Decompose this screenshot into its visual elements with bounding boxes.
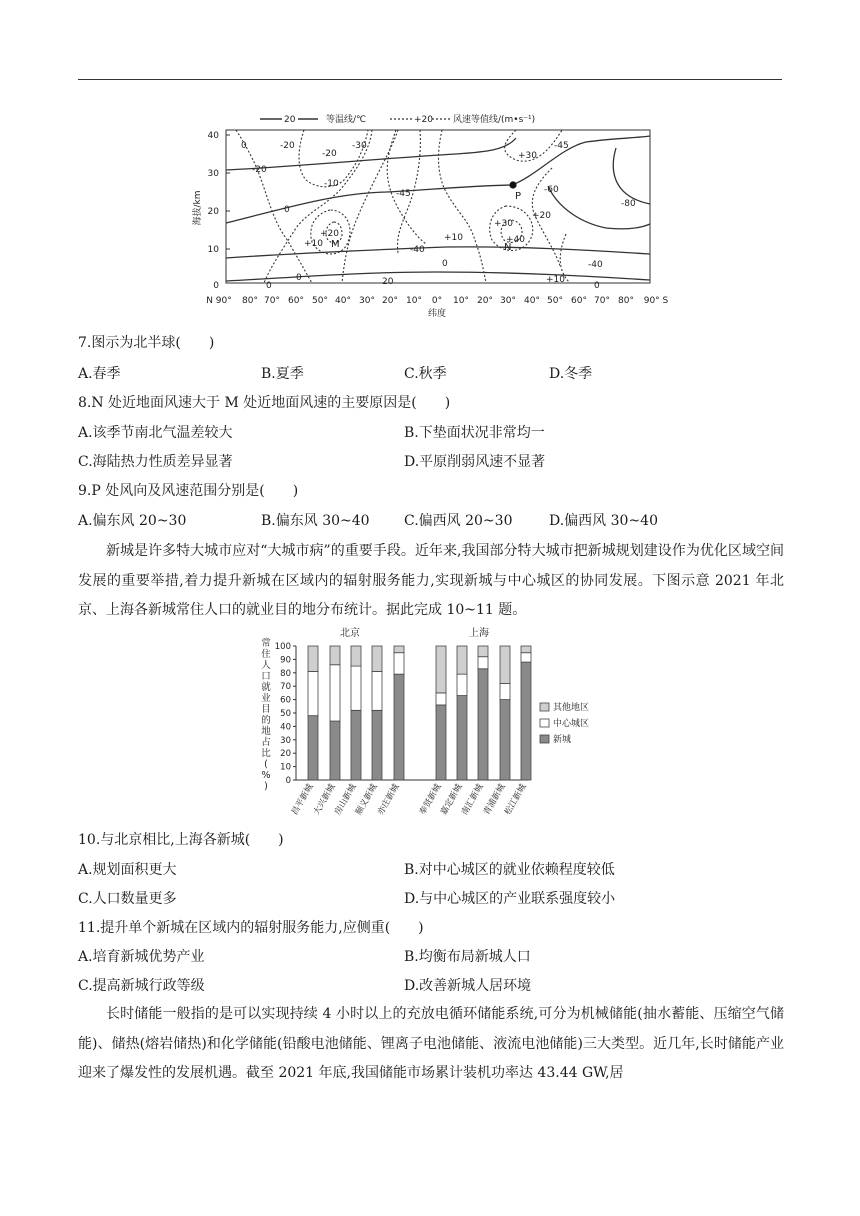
temp-label: -45 [396, 189, 411, 199]
bar-segment [521, 653, 531, 662]
category-label: 南汇新城 [459, 782, 486, 817]
legend-wind-sample: +20 [414, 115, 433, 125]
bar-segment [478, 657, 488, 669]
wind-label: 0 [284, 205, 290, 215]
q11-option-b: B.均衡布局新城人口 [404, 949, 531, 965]
legend-isotherm-sample: 20 [284, 115, 296, 125]
q8-option-c: C.海陆热力性质差异显著 [78, 454, 233, 470]
wind-label: -30 [352, 141, 367, 151]
q9-stem: 9.P 处风向及风速范围分别是( ) [78, 483, 299, 499]
legend-wind-label: 风速等值线/(m•s⁻¹) [453, 115, 536, 125]
q7-option-d: D.冬季 [549, 366, 593, 382]
ytick: 40 [207, 131, 219, 141]
bar-segment [394, 653, 404, 674]
bar-segment [436, 705, 446, 780]
y-tick-label: 20 [280, 749, 291, 760]
q8-stem: 8.N 处近地面风速大于 M 处近地面风速的主要原因是( ) [78, 395, 451, 411]
ytick: 20 [207, 207, 219, 217]
category-label: 松江新城 [502, 782, 529, 817]
header-rule [78, 79, 782, 80]
xtick: 60° [571, 296, 587, 306]
q11-option-c: C.提高新城行政等级 [78, 978, 205, 994]
temp-label: -60 [544, 185, 559, 195]
q10-option-b: B.对中心城区的就业依赖程度较低 [404, 862, 615, 878]
legend-label: 中心城区 [553, 719, 590, 729]
passage-energy-storage: 长时储能一般指的是可以实现持续 4 小时以上的充放电循环储能系统,可分为机械储能(抽水蓄能、压缩空气储能)、储热(熔岩储热)和化学储能(铅酸电池储能、锂离子电池储能、液流电池储能)三大类型。近几年,长时储能产业迎来了爆发性的发展机遇。截至 2021 年底,我国储能市场累计装机功率达 43.44 GW,居 [78, 1006, 784, 1081]
wind-label: -20 [322, 149, 337, 159]
temp-label: -40 [410, 245, 425, 255]
bar-segment [372, 710, 382, 780]
xtick: 20° [382, 296, 398, 306]
category-label: 顺义新城 [353, 782, 380, 817]
temp-label: 20 [382, 277, 394, 287]
xtick: 40° [335, 296, 351, 306]
wind-label: 0 [594, 281, 600, 291]
bar-segment [500, 700, 510, 780]
y-tick-label: 40 [280, 722, 291, 733]
bar-segment [457, 646, 467, 674]
q11-stem: 11.提升单个新城在区域内的辐射服务能力,应侧重( ) [78, 920, 424, 936]
q7-option-a: A.春季 [78, 366, 121, 382]
xtick: 30° [500, 296, 516, 306]
bar-segment [436, 646, 446, 693]
xtick: 20° [477, 296, 493, 306]
bar-segment [500, 646, 510, 684]
y-tick-label: 80 [280, 668, 291, 679]
y-axis-label: 海拔/km [193, 190, 203, 226]
category-label: 嘉定新城 [438, 782, 465, 817]
legend-isotherm-label: 等温线/℃ [326, 115, 367, 125]
q8-option-b: B.下垫面状况非常均一 [404, 425, 545, 441]
bar-segment [308, 671, 318, 715]
q9-option-c: C.偏西风 20~30 [404, 513, 513, 529]
bar-segment [500, 684, 510, 700]
q7-option-b: B.夏季 [261, 366, 304, 382]
bar-segment [372, 646, 382, 671]
ytick: 10 [207, 245, 219, 255]
point-m-label: M [331, 239, 340, 250]
bar-segment [478, 646, 488, 657]
wind-label: 0 [241, 141, 247, 151]
legend-label: 新城 [553, 735, 572, 745]
xtick: N 90° [206, 296, 232, 306]
bar-segment [351, 666, 361, 710]
category-label: 奉贤新城 [417, 782, 444, 817]
xtick: 80° [618, 296, 634, 306]
employment-bar-chart [258, 624, 610, 830]
bar-segment [394, 674, 404, 780]
wind-label: 0 [442, 259, 448, 269]
bar-segment [478, 669, 488, 780]
wind-label: +40 [506, 235, 525, 245]
group-label-shanghai: 上海 [469, 628, 489, 639]
q9-option-a: A.偏东风 20~30 [78, 513, 187, 529]
category-label: 房山新城 [332, 782, 359, 817]
wind-label: +30 [518, 151, 537, 161]
bar-segment [521, 662, 531, 780]
xtick: 50° [312, 296, 328, 306]
wind-label: +20 [532, 211, 551, 221]
point-p-label: P [515, 191, 522, 202]
q11-option-d: D.改善新城人居环境 [404, 978, 532, 994]
bar-segment [308, 646, 318, 671]
bar-segment [394, 646, 404, 653]
bar-segment [436, 693, 446, 705]
temp-label: -20 [252, 165, 267, 175]
xtick: 10° [406, 296, 422, 306]
temp-label: -80 [621, 199, 636, 209]
y-tick-label: 30 [280, 735, 291, 746]
bar-segment [330, 665, 340, 721]
y-tick-label: 0 [285, 776, 291, 786]
q10-option-d: D.与中心城区的产业联系强度较小 [404, 891, 616, 907]
group-label-beijing: 北京 [340, 628, 360, 639]
ytick: 0 [213, 281, 219, 291]
q11-option-a: A.培育新城优势产业 [78, 949, 205, 965]
category-label: 亦庄新城 [375, 782, 402, 817]
q8-option-a: A.该季节南北气温差较大 [78, 425, 233, 441]
xtick: 70° [264, 296, 280, 306]
y-tick-label: 100 [274, 642, 291, 652]
wind-label: +10 [444, 233, 463, 243]
xtick: 10° [453, 296, 469, 306]
ytick: 30 [207, 169, 219, 179]
temp-label: -20 [280, 141, 295, 151]
q9-option-d: D.偏西风 30~40 [549, 513, 658, 529]
bar-segment [351, 710, 361, 780]
legend-swatch [540, 735, 549, 743]
temp-label: -40 [588, 260, 603, 270]
bar-segment [457, 696, 467, 780]
wind-label: -45 [554, 141, 569, 151]
q10-stem: 10.与北京相比,上海各新城( ) [78, 832, 284, 848]
wind-label: +10 [546, 275, 565, 285]
legend-swatch [540, 719, 549, 727]
xtick: 50° [547, 296, 563, 306]
q7-stem: 7.图示为北半球( ) [78, 335, 215, 351]
point-n-label: N [504, 242, 512, 253]
y-axis-label: 常住人口就业目的地占比( % ) [261, 638, 271, 792]
category-label: 昌平新城 [289, 782, 316, 817]
point-p-marker [509, 181, 516, 188]
xtick: 80° [242, 296, 258, 306]
y-tick-label: 60 [280, 695, 291, 706]
q8-option-d: D.平原削弱风速不显著 [404, 454, 546, 470]
y-tick-label: 50 [280, 709, 291, 719]
x-axis-label: 纬度 [427, 309, 447, 319]
xtick: 30° [359, 296, 375, 306]
wind-label: +20 [320, 229, 339, 239]
temp-label: 0 [266, 281, 272, 291]
q10-option-c: C.人口数量更多 [78, 891, 177, 907]
y-tick-label: 70 [280, 682, 291, 693]
xtick: 0° [431, 296, 443, 306]
y-tick-label: 10 [280, 762, 291, 773]
xtick: 60° [288, 296, 304, 306]
xtick: 90° S [643, 296, 669, 306]
contour-figure [186, 108, 676, 324]
bar-segment [330, 646, 340, 665]
xtick: 70° [594, 296, 610, 306]
bar-segment [457, 674, 467, 695]
wind-label: +30 [494, 219, 513, 229]
q7-option-c: C.秋季 [404, 366, 447, 382]
legend-label: 其他地区 [553, 703, 590, 713]
bar-segment [372, 671, 382, 710]
bar-segment [308, 716, 318, 780]
bar-segment [330, 721, 340, 780]
wind-label: +10 [304, 239, 323, 249]
bar-segment [351, 646, 361, 666]
bar-segment [521, 646, 531, 653]
category-label: 大兴新城 [311, 782, 338, 817]
wind-label: -10 [324, 179, 339, 189]
q10-option-a: A.规划面积更大 [78, 862, 177, 878]
temp-label: 0 [296, 273, 302, 283]
passage-new-cities: 新城是许多特大城市应对“大城市病”的重要手段。近年来,我国部分特大城市把新城规划建设作为优化区域空间发展的重要举措,着力提升新城在区域内的辐射服务能力,实现新城与中心城区的协同发展。下图示意 2021 年北京、上海各新城常住人口的就业目的地分布统计。据此完成 10~11 题。 [78, 543, 784, 618]
q9-option-b: B.偏东风 30~40 [261, 513, 370, 529]
y-tick-label: 90 [280, 655, 291, 666]
legend-swatch [540, 703, 549, 711]
category-label: 青浦新城 [481, 782, 508, 817]
xtick: 40° [524, 296, 540, 306]
